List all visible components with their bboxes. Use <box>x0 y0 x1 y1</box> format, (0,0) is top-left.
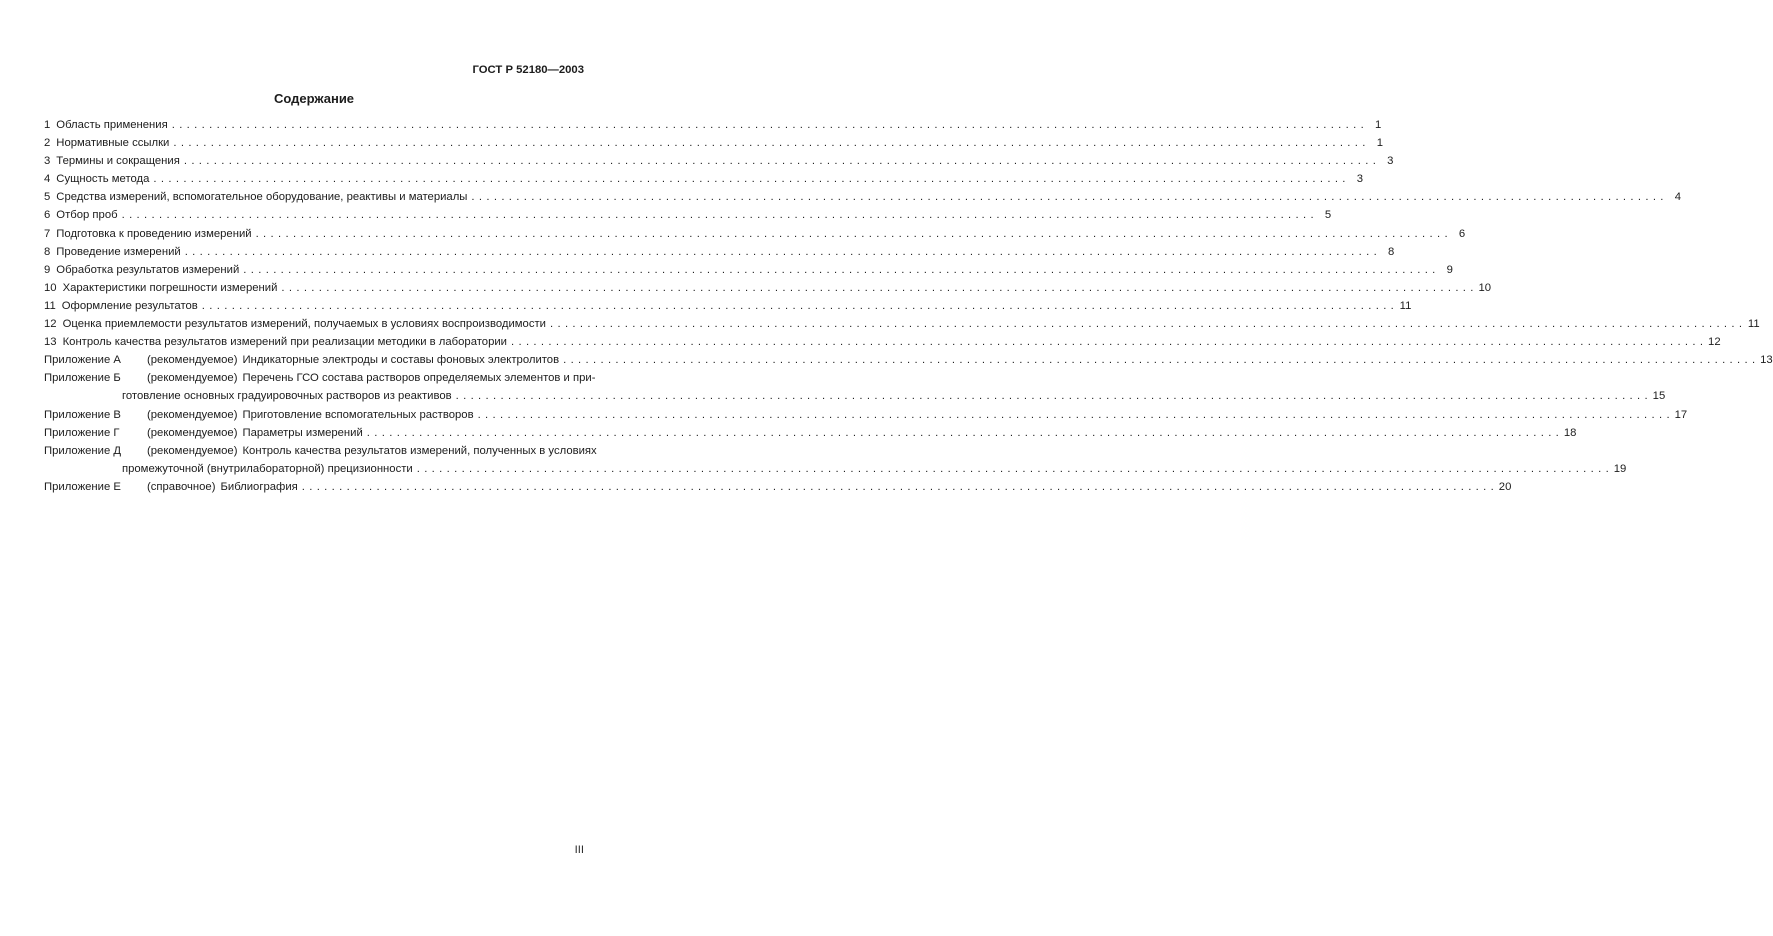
dot-leader: . . . . . . . . . . . . . . . . . . . . . . . . . . . . . . . . . . . . . . . . . . . . . . . . . . . . . . . . . . . . . . . . . . . . . . . . . . . . . . . . . . . . . . . . . . . . . . . . . . . . . . . . . . . . . . . . . . . . . . . . . . . . . . . . . . . . . . . . . . . . . . . . . . . . . . . . . . . . . . . . <box>366 426 1560 439</box>
toc-entry-label: Контроль качества результатов измерений, полученных в условиях <box>242 444 597 457</box>
toc-entry <box>44 170 1364 188</box>
toc-entry-number: 9 <box>44 263 51 276</box>
toc-entry-line <box>44 406 1688 424</box>
toc-entry-line <box>44 478 1512 496</box>
toc-page-number: 6 <box>1458 227 1466 240</box>
toc-entry-prefix: Приложение Е <box>44 480 121 493</box>
toc-entry-number: 6 <box>44 209 51 222</box>
toc-entry <box>44 206 1332 224</box>
toc-entry-line <box>44 261 1453 279</box>
dot-leader: . . . . . . . . . . . . . . . . . . . . . . . . . . . . . . . . . . . . . . . . . . . . . . . . . . . . . . . . . . . . . . . . . . . . . . . . . . . . . . . . . . . . . . . . . . . . . . . . . . . . . . . . . . . . . . . . . . . . . . . . . . . . . . . . . . . . . . . . . . . . . . . . . . . . . . . . . . . . . . . . <box>183 155 1377 168</box>
toc-entry-note: (рекомендуемое) <box>147 354 238 367</box>
toc-page-number: 3 <box>1387 155 1394 168</box>
toc-entry <box>44 116 1382 134</box>
toc-entry-label: Перечень ГСО состава растворов определяемых элементов и при- <box>242 372 596 385</box>
toc-entry-prefix: Приложение В <box>44 408 121 421</box>
toc-entry-line <box>44 297 1412 315</box>
toc-entry <box>44 152 1394 170</box>
toc-entry <box>44 261 1453 279</box>
toc-entry <box>44 188 1682 206</box>
toc-page-number: 1 <box>1375 119 1382 131</box>
toc-entry-number: 12 <box>44 318 57 331</box>
toc-page-number: 8 <box>1388 245 1395 258</box>
toc-entry-label: Подготовка к проведению измерений <box>56 227 252 240</box>
dot-leader: . . . . . . . . . . . . . . . . . . . . . . . . . . . . . . . . . . . . . . . . . . . . . . . . . . . . . . . . . . . . . . . . . . . . . . . . . . . . . . . . . . . . . . . . . . . . . . . . . . . . . . . . . . . . . . . . . . . . . . . . . . . . . . . . . . . . . . . . . . . . . . . . . . . . . . . . . . . . . . . . <box>455 390 1649 403</box>
document-code: ГОСТ Р 52180—2003 <box>472 64 584 76</box>
toc-entry-label: Индикаторные электроды и составы фоновых электролитов <box>242 354 560 367</box>
toc-entry <box>44 134 1383 152</box>
toc-page-number: 3 <box>1356 173 1364 186</box>
toc-entry-number: 11 <box>44 299 56 312</box>
toc-entry-label: Средства измерений, вспомогательное оборудование, реактивы и материалы <box>56 191 468 204</box>
toc-entry-line <box>44 243 1395 261</box>
dot-leader: . . . . . . . . . . . . . . . . . . . . . . . . . . . . . . . . . . . . . . . . . . . . . . . . . . . . . . . . . . . . . . . . . . . . . . . . . . . . . . . . . . . . . . . . . . . . . . . . . . . . . . . . . . . . . . . . . . . . . . . . . . . . . . . . . . . . . . . . . . . . . . . . . . . . . . . . . . . . . . . . <box>173 137 1366 150</box>
toc-entry-label-continuation: промежуточной (внутрилабораторной) прецизионности <box>122 462 413 475</box>
toc-entry <box>44 369 1666 405</box>
toc-entry-label-continuation: готовление основных градуировочных растворов из реактивов <box>122 390 452 403</box>
toc-entry-number: 4 <box>44 173 51 186</box>
toc-page-number: 10 <box>1478 281 1492 294</box>
toc-entry-number: 13 <box>44 336 57 349</box>
dot-leader: . . . . . . . . . . . . . . . . . . . . . . . . . . . . . . . . . . . . . . . . . . . . . . . . . . . . . . . . . . . . . . . . . . . . . . . . . . . . . . . . . . . . . . . . . . . . . . . . . . . . . . . . . . . . . . . . . . . . . . . . . . . . . . . . . . . . . . . . . . . . . . . . . . . . . . . . . . . . . . . . <box>510 336 1704 349</box>
toc-entry-note: (рекомендуемое) <box>147 372 238 385</box>
toc-entry <box>44 333 1721 351</box>
toc-page-number: 11 <box>1399 299 1412 312</box>
toc-entry-label: Оценка приемлемости результатов измерений, получаемых в условиях воспроизводимости <box>62 318 546 331</box>
toc-entry-label: Проведение измерений <box>56 245 181 258</box>
toc-entry <box>44 315 1760 333</box>
toc-page-number: 1 <box>1376 137 1383 150</box>
toc-page-number: 4 <box>1674 191 1682 204</box>
toc-entry-number: 2 <box>44 137 51 150</box>
toc-entry-number: 1 <box>44 119 51 131</box>
toc-page-number: 5 <box>1324 209 1332 222</box>
toc-entry-label: Область применения <box>56 119 168 131</box>
dot-leader: . . . . . . . . . . . . . . . . . . . . . . . . . . . . . . . . . . . . . . . . . . . . . . . . . . . . . . . . . . . . . . . . . . . . . . . . . . . . . . . . . . . . . . . . . . . . . . . . . . . . . . . . . . . . . . . . . . . . . . . . . . . . . . . . . . . . . . . . . . . . . . . . . . . . . . . . . . . . . . . . <box>153 173 1347 186</box>
toc-page-number: 15 <box>1652 390 1666 403</box>
toc-page-number: 19 <box>1613 462 1627 475</box>
toc-entry-prefix: Приложение А <box>44 354 121 367</box>
toc-entry-line <box>44 170 1364 188</box>
dot-leader: . . . . . . . . . . . . . . . . . . . . . . . . . . . . . . . . . . . . . . . . . . . . . . . . . . . . . . . . . . . . . . . . . . . . . . . . . . . . . . . . . . . . . . . . . . . . . . . . . . . . . . . . . . . . . . . . . . . . . . . . . . . . . . . . . . . . . . . . . . . . . . . . . . . . . . . . . . . . . . . . <box>171 119 1365 131</box>
toc-entry-note: (рекомендуемое) <box>147 426 238 439</box>
toc-entry-line <box>44 188 1682 206</box>
toc-entry-line-continuation <box>44 460 1627 478</box>
dot-leader: . . . . . . . . . . . . . . . . . . . . . . . . . . . . . . . . . . . . . . . . . . . . . . . . . . . . . . . . . . . . . . . . . . . . . . . . . . . . . . . . . . . . . . . . . . . . . . . . . . . . . . . . . . . . . . . . . . . . . . . . . . . . . . . . . . . . . . . . . . . . . . . . . . . . . . . . . . . . . . . . <box>121 209 1315 222</box>
toc-list <box>44 116 1773 496</box>
toc-entry-line <box>44 369 596 387</box>
toc-entry-note: (рекомендуемое) <box>147 444 238 457</box>
toc-entry-label: Обработка результатов измерений <box>56 263 240 276</box>
toc-entry-label: Контроль качества результатов измерений при реализации методики в лаборатории <box>62 336 507 349</box>
toc-entry-number: 10 <box>44 281 57 294</box>
toc-entry-number: 7 <box>44 227 51 240</box>
toc-entry-number: 5 <box>44 191 51 204</box>
toc-page-number: 18 <box>1563 426 1577 439</box>
dot-leader: . . . . . . . . . . . . . . . . . . . . . . . . . . . . . . . . . . . . . . . . . . . . . . . . . . . . . . . . . . . . . . . . . . . . . . . . . . . . . . . . . . . . . . . . . . . . . . . . . . . . . . . . . . . . . . . . . . . . . . . . . . . . . . . . . . . . . . . . . . . . . . . . . . . . . . . . . . . . . . . . <box>255 227 1449 240</box>
toc-entry <box>44 297 1412 315</box>
toc-entry <box>44 424 1577 442</box>
dot-leader: . . . . . . . . . . . . . . . . . . . . . . . . . . . . . . . . . . . . . . . . . . . . . . . . . . . . . . . . . . . . . . . . . . . . . . . . . . . . . . . . . . . . . . . . . . . . . . . . . . . . . . . . . . . . . . . . . . . . . . . . . . . . . . . . . . . . . . . . . . . . . . . . . . . . . . . . . . . . . . . . <box>184 245 1378 258</box>
dot-leader: . . . . . . . . . . . . . . . . . . . . . . . . . . . . . . . . . . . . . . . . . . . . . . . . . . . . . . . . . . . . . . . . . . . . . . . . . . . . . . . . . . . . . . . . . . . . . . . . . . . . . . . . . . . . . . . . . . . . . . . . . . . . . . . . . . . . . . . . . . . . . . . . . . . . . . . . . . . . . . . . <box>549 318 1743 331</box>
toc-entry-label: Отбор проб <box>56 209 118 222</box>
toc-entry-line <box>44 279 1492 297</box>
toc-entry-label: Приготовление вспомогательных растворов <box>242 408 474 421</box>
toc-entry <box>44 243 1395 261</box>
toc-page-number: 12 <box>1708 336 1721 349</box>
toc-entry-line <box>44 442 597 460</box>
toc-title: Содержание <box>273 91 355 106</box>
toc-entry-label: Термины и сокращения <box>56 155 180 168</box>
dot-leader: . . . . . . . . . . . . . . . . . . . . . . . . . . . . . . . . . . . . . . . . . . . . . . . . . . . . . . . . . . . . . . . . . . . . . . . . . . . . . . . . . . . . . . . . . . . . . . . . . . . . . . . . . . . . . . . . . . . . . . . . . . . . . . . . . . . . . . . . . . . . . . . . . . . . . . . . . . . . . . . . <box>416 462 1610 475</box>
toc-entry-label: Нормативные ссылки <box>56 137 170 150</box>
toc-entry <box>44 279 1492 297</box>
toc-entry-line <box>44 333 1721 351</box>
page-number-roman: III <box>574 844 584 856</box>
toc-page-number: 11 <box>1747 318 1760 331</box>
toc-entry-line <box>44 116 1382 134</box>
toc-entry-note: (справочное) <box>147 480 216 493</box>
toc-entry-label: Сущность метода <box>56 173 150 186</box>
toc-entry-line <box>44 206 1332 224</box>
toc-entry-prefix: Приложение Г <box>44 426 120 439</box>
dot-leader: . . . . . . . . . . . . . . . . . . . . . . . . . . . . . . . . . . . . . . . . . . . . . . . . . . . . . . . . . . . . . . . . . . . . . . . . . . . . . . . . . . . . . . . . . . . . . . . . . . . . . . . . . . . . . . . . . . . . . . . . . . . . . . . . . . . . . . . . . . . . . . . . . . . . . . . . . . . . . . . . <box>563 354 1756 367</box>
toc-entry <box>44 351 1773 369</box>
toc-entry <box>44 478 1512 496</box>
toc-entry-prefix: Приложение Б <box>44 372 121 385</box>
toc-entry <box>44 406 1688 424</box>
toc-entry-number: 3 <box>44 155 51 168</box>
toc-entry-line <box>44 351 1773 369</box>
dot-leader: . . . . . . . . . . . . . . . . . . . . . . . . . . . . . . . . . . . . . . . . . . . . . . . . . . . . . . . . . . . . . . . . . . . . . . . . . . . . . . . . . . . . . . . . . . . . . . . . . . . . . . . . . . . . . . . . . . . . . . . . . . . . . . . . . . . . . . . . . . . . . . . . . . . . . . . . . . . . . . . . <box>301 480 1495 493</box>
toc-page-number: 20 <box>1498 480 1512 493</box>
dot-leader: . . . . . . . . . . . . . . . . . . . . . . . . . . . . . . . . . . . . . . . . . . . . . . . . . . . . . . . . . . . . . . . . . . . . . . . . . . . . . . . . . . . . . . . . . . . . . . . . . . . . . . . . . . . . . . . . . . . . . . . . . . . . . . . . . . . . . . . . . . . . . . . . . . . . . . . . . . . . . . . . <box>243 263 1436 276</box>
toc-entry-line <box>44 152 1394 170</box>
dot-leader: . . . . . . . . . . . . . . . . . . . . . . . . . . . . . . . . . . . . . . . . . . . . . . . . . . . . . . . . . . . . . . . . . . . . . . . . . . . . . . . . . . . . . . . . . . . . . . . . . . . . . . . . . . . . . . . . . . . . . . . . . . . . . . . . . . . . . . . . . . . . . . . . . . . . . . . . . . . . . . . . <box>471 191 1665 204</box>
toc-entry-line <box>44 225 1466 243</box>
dot-leader: . . . . . . . . . . . . . . . . . . . . . . . . . . . . . . . . . . . . . . . . . . . . . . . . . . . . . . . . . . . . . . . . . . . . . . . . . . . . . . . . . . . . . . . . . . . . . . . . . . . . . . . . . . . . . . . . . . . . . . . . . . . . . . . . . . . . . . . . . . . . . . . . . . . . . . . . . . . . . . . . <box>281 281 1475 294</box>
toc-entry-label: Параметры измерений <box>242 426 363 439</box>
dot-leader: . . . . . . . . . . . . . . . . . . . . . . . . . . . . . . . . . . . . . . . . . . . . . . . . . . . . . . . . . . . . . . . . . . . . . . . . . . . . . . . . . . . . . . . . . . . . . . . . . . . . . . . . . . . . . . . . . . . . . . . . . . . . . . . . . . . . . . . . . . . . . . . . . . . . . . . . . . . . . . . . <box>477 408 1671 421</box>
toc-page-number: 13 <box>1760 354 1773 367</box>
dot-leader: . . . . . . . . . . . . . . . . . . . . . . . . . . . . . . . . . . . . . . . . . . . . . . . . . . . . . . . . . . . . . . . . . . . . . . . . . . . . . . . . . . . . . . . . . . . . . . . . . . . . . . . . . . . . . . . . . . . . . . . . . . . . . . . . . . . . . . . . . . . . . . . . . . . . . . . . . . . . . . . . <box>201 299 1395 312</box>
toc-page-number: 17 <box>1674 408 1688 421</box>
toc-entry-label: Характеристики погрешности измерений <box>62 281 278 294</box>
toc-entry-line <box>44 315 1760 333</box>
toc-entry-number: 8 <box>44 245 51 258</box>
toc-entry-line <box>44 134 1383 152</box>
toc-entry-label: Библиография <box>220 480 298 493</box>
toc-entry-line-continuation <box>44 387 1666 405</box>
toc-entry <box>44 225 1466 243</box>
toc-entry-line <box>44 424 1577 442</box>
toc-entry <box>44 442 1627 478</box>
toc-entry-prefix: Приложение Д <box>44 444 122 457</box>
toc-entry-label: Оформление результатов <box>61 299 198 312</box>
toc-page-number: 9 <box>1446 263 1453 276</box>
toc-entry-note: (рекомендуемое) <box>147 408 238 421</box>
